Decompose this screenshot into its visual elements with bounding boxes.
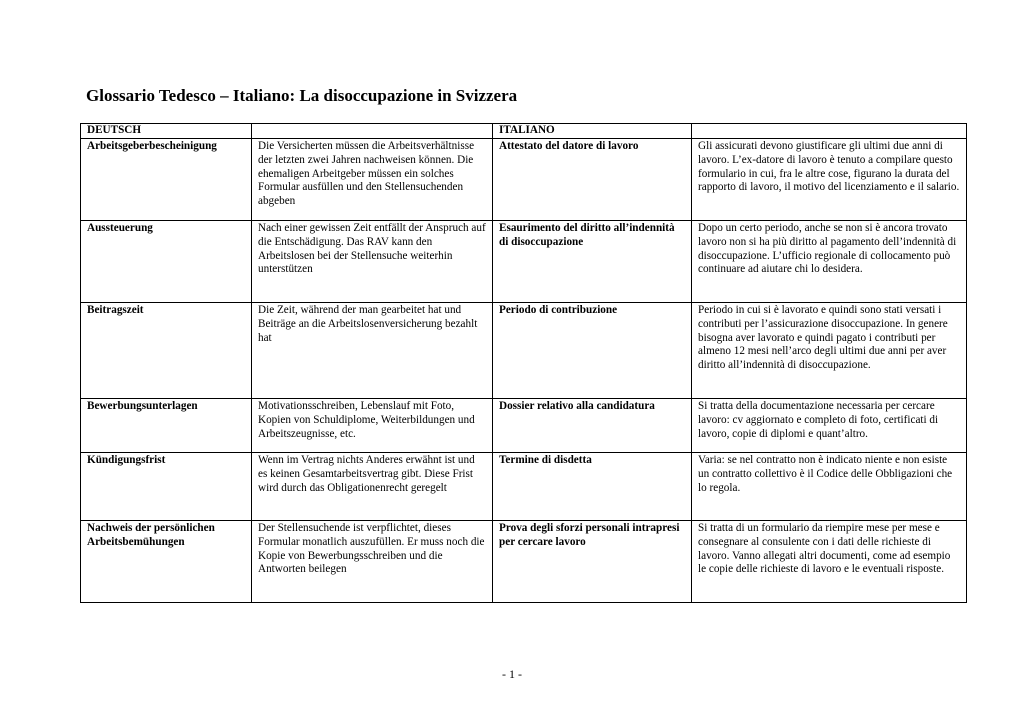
table-row (81, 139, 967, 221)
german-term: Beitragszeit (81, 303, 252, 399)
table-row (81, 303, 967, 399)
italian-definition: Dopo un certo periodo, anche se non si è ancora trovato lavoro non si ha più diritto al pagamento dell’indennità di disoccupazione. L’ufficio regionale di collocamento può continuare ad aiutare chi lo desidera. (692, 221, 967, 303)
page-title: Glossario Tedesco – Italiano: La disoccupazione in Svizzera (86, 86, 518, 105)
header-italiano: ITALIANO (493, 124, 692, 139)
italian-term: Dossier relativo alla candidatura (493, 399, 692, 453)
table-row (81, 221, 967, 303)
italian-definition: Si tratta della documentazione necessaria per cercare lavoro: cv aggiornato e completo di foto, certificati di lavoro, copie di diplomi e quant’altro. (692, 399, 967, 453)
italian-term: Prova degli sforzi personali intrapresi per cercare lavoro (493, 521, 692, 603)
german-term: Kündigungsfrist (81, 453, 252, 521)
table-header-row (81, 124, 967, 139)
table-row (81, 521, 967, 603)
italian-definition: Periodo in cui si è lavorato e quindi sono stati versati i contributi per l’assicurazione disoccupazione. In genere bisogna aver lavorato e quindi pagato i contributi per almeno 12 mesi nell’arco degli ultimi due anni per aver diritto all’indennità di disoccupazione. (692, 303, 967, 399)
italian-definition: Varia: se nel contratto non è indicato niente e non esiste un contratto collettivo è il Codice delle Obbligazioni che lo regola. (692, 453, 967, 521)
header-deutsch: DEUTSCH (81, 124, 252, 139)
german-definition: Die Versicherten müssen die Arbeitsverhältnisse der letzten zwei Jahren nachweisen können. Die ehemaligen Arbeitgeber müssen ein solches Formular ausfüllen und den Stellensuchenden abgeben (252, 139, 493, 221)
italian-term: Attestato del datore di lavoro (493, 139, 692, 221)
italian-term: Esaurimento del diritto all’indennità di disoccupazione (493, 221, 692, 303)
italian-term: Termine di disdetta (493, 453, 692, 521)
german-definition: Der Stellensuchende ist verpflichtet, dieses Formular monatlich auszufüllen. Er muss noch die Kopie von Bewerbungsschreiben und die Antworten beilegen (252, 521, 493, 603)
table-row (81, 399, 967, 453)
german-term: Aussteuerung (81, 221, 252, 303)
german-definition: Nach einer gewissen Zeit entfällt der Anspruch auf die Entschädigung. Das RAV kann den Arbeitslosen bei der Stellensuche weiterhin unterstützen (252, 221, 493, 303)
table-row (81, 453, 967, 521)
german-term: Nachweis der persönlichen Arbeitsbemühungen (81, 521, 252, 603)
italian-term: Periodo di contribuzione (493, 303, 692, 399)
header-italiano-definition (692, 124, 967, 139)
german-definition: Wenn im Vertrag nichts Anderes erwähnt ist und es keinen Gesamtarbeitsvertrag gibt. Diese Frist wird durch das Obligationenrecht geregelt (252, 453, 493, 521)
german-definition: Motivationsschreiben, Lebenslauf mit Foto, Kopien von Schuldiplome, Weiterbildungen und Arbeitszeugnisse, etc. (252, 399, 493, 453)
page-number: - 1 - (502, 667, 522, 681)
german-term: Arbeitsgeberbescheinigung (81, 139, 252, 221)
italian-definition: Si tratta di un formulario da riempire mese per mese e consegnare al consulente con i dati delle richieste di lavoro. Vanno allegati altri documenti, come ad esempio le copie delle richieste di lavoro e le eventuali risposte. (692, 521, 967, 603)
italian-definition: Gli assicurati devono giustificare gli ultimi due anni di lavoro. L’ex-datore di lavoro è tenuto a compilare questo formulario in cui, fra le altre cose, figurano la durata del rapporto di lavoro, il motivo del licenziamento e il salario. (692, 139, 967, 221)
glossary-table (80, 123, 967, 603)
german-definition: Die Zeit, während der man gearbeitet hat und Beiträge an die Arbeitslosenversicherung bezahlt hat (252, 303, 493, 399)
german-term: Bewerbungsunterlagen (81, 399, 252, 453)
header-deutsch-definition (252, 124, 493, 139)
